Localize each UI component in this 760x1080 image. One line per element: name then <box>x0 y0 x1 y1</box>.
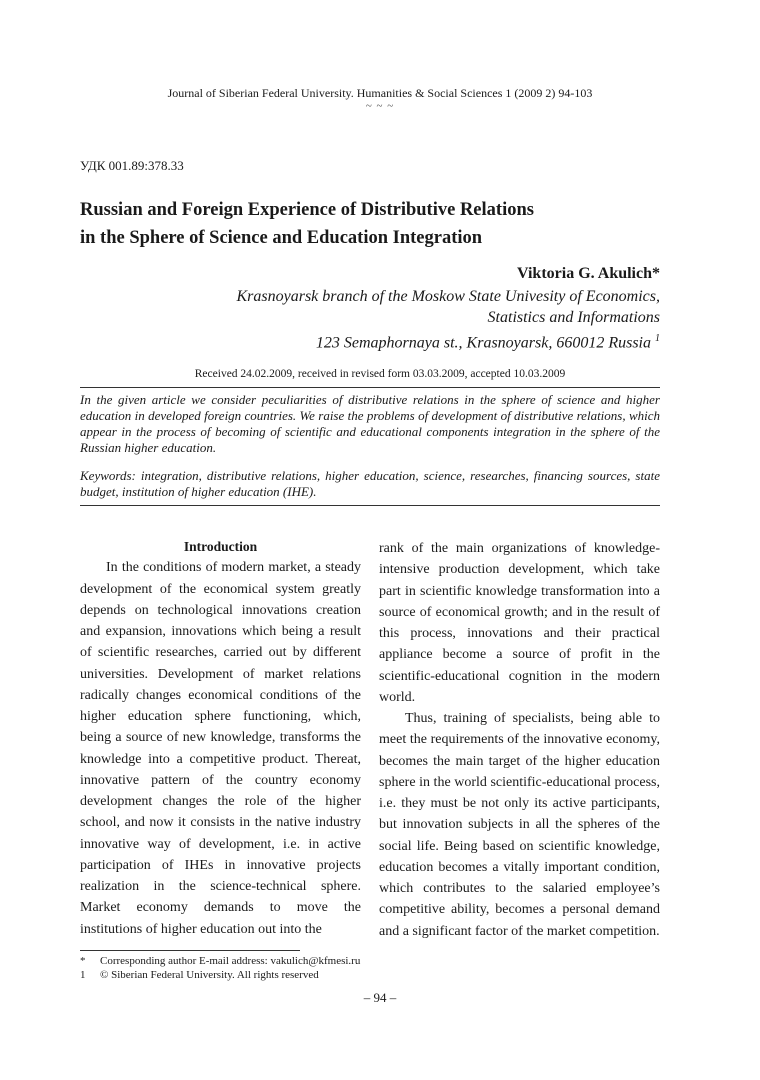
received-dates: Received 24.02.2009, received in revised form 03.03.2009, accepted 10.03.2009 <box>194 368 566 380</box>
abstract-bottom-rule <box>80 505 660 506</box>
footnote-text: © Siberian Federal University. All rights reserved <box>100 969 319 981</box>
abstract-top-rule <box>80 387 660 388</box>
page-number: – 94 – <box>363 990 397 1005</box>
body-paragraph: rank of the main organizations of knowledge-intensive production development, which take part in scientific knowledge transformation into a source of economical growth; and in the result of this process, innovations and their practical appliance become a source of profit in the scientific-educational cognition in the modern world. <box>379 541 660 705</box>
affiliation-line-1: Krasnoyarsk branch of the Moskow State Univesity of Economics, <box>236 288 660 305</box>
udc-code: УДК 001.89:378.33 <box>80 158 184 173</box>
title-line-2: in the Sphere of Science and Education Integration <box>80 228 483 248</box>
footnote <box>80 968 360 982</box>
footnotes <box>80 954 360 982</box>
footnote-rule <box>80 950 300 951</box>
body-paragraph: In the conditions of modern market, a steady development of the economical system greatly depends on technological innovations creation and expansion, innovations which being a result of scientific researches, carried out by different universities. Development of market relations radically changes economical conditions of the higher education sphere functioning, which, being a source of new knowledge, transforms the knowledge into a competitive product. Thereat, innovative pattern of the country economy development changes the role of the higher school, and now it consists in the native industry innovative way of development, i.e. in active participation of IHEs in innovative projects realization in the science-technical sphere. Market economy demands to move the institutions of higher education out into the <box>80 560 361 937</box>
keywords: Keywords: integration, distributive relations, higher education, science, researches, financing sources, state budget, institution of higher education (IHE). <box>80 468 660 499</box>
affiliation-line-2: Statistics and Informations <box>487 309 660 326</box>
title-line-1: Russian and Foreign Experience of Distributive Relations <box>80 200 534 220</box>
footnote-mark: 1 <box>80 969 86 981</box>
affiliation-footnote-mark: 1 <box>655 333 660 344</box>
body-column-left <box>80 536 361 940</box>
footnote-mark: * <box>80 955 86 967</box>
body-paragraph: Thus, training of specialists, being able to meet the requirements of the innovative economy, becomes the main target of the higher education sphere in the world scientific-educational process, i.e. they must be not only its active participants, but innovation subjects in all the spheres of the social life. Being based on scientific knowledge, education becomes a vitally important condition, which contributes to the salaried employee’s competitive ability, becomes a personal demand and a significant factor of the market competition. <box>379 711 660 939</box>
affiliation-address: 123 Semaphornaya st., Krasnoyarsk, 660012 Russia <box>315 334 655 352</box>
abstract: In the given article we consider peculiarities of distributive relations in the sphere of science and higher education in developed foreign countries. We raise the problems of development of distributive relations, which appear in the process of becoming of scientific and educational components integration in the sphere of the Russian higher education. <box>80 392 660 455</box>
header-ornament: ~ ~ ~ <box>365 100 395 112</box>
section-heading: Introduction <box>183 539 258 554</box>
footnote-text: Corresponding author E-mail address: vakulich@kfmesi.ru <box>100 955 361 967</box>
author-name: Viktoria G. Akulich* <box>517 265 660 282</box>
article-title <box>80 196 640 252</box>
affiliation-line-3 <box>60 328 660 353</box>
footnote <box>80 954 360 968</box>
body-column-right <box>379 538 660 942</box>
journal-header: Journal of Siberian Federal University. Humanities & Social Sciences 1 (2009 2) 94-103 <box>167 86 593 100</box>
author-affiliation <box>60 286 660 353</box>
